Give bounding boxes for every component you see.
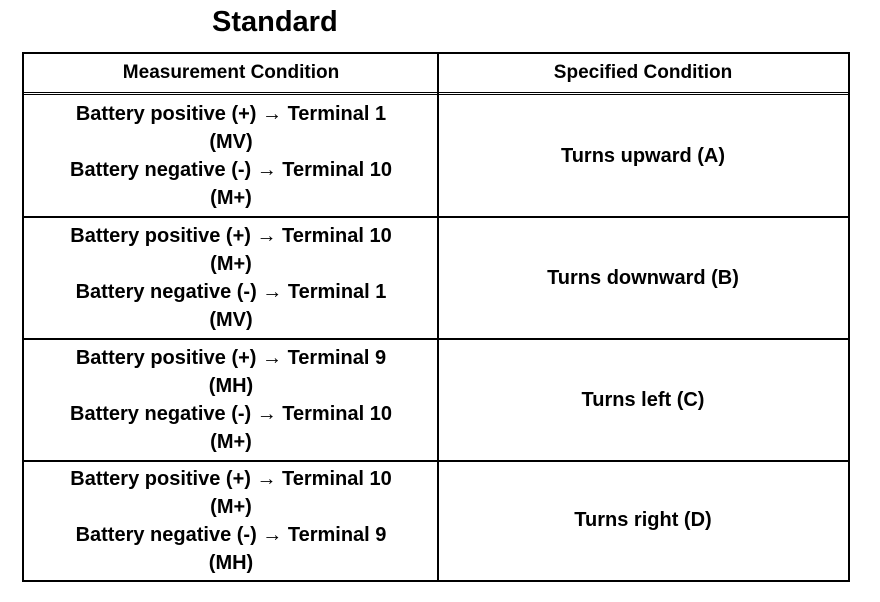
header-measurement-condition: Measurement Condition [122, 62, 340, 83]
specified-condition-cell: Turns downward (B) [547, 266, 739, 289]
page-title: Standard [212, 6, 338, 38]
condition-line: (M+) [210, 431, 252, 453]
table-row [24, 339, 848, 461]
table-row [24, 217, 848, 339]
specified-condition-cell: Turns right (D) [574, 509, 712, 531]
condition-line: (M+) [210, 187, 252, 209]
condition-line: (M+) [210, 253, 252, 275]
condition-line: (MV) [209, 309, 253, 331]
condition-line: Battery positive (+) → Terminal 1 [75, 103, 387, 125]
header-specified-condition: Specified Condition [553, 62, 733, 83]
condition-line: Battery positive (+) → Terminal 10 [70, 225, 392, 247]
condition-line: (MH) [208, 551, 254, 574]
condition-line: Battery negative (-) → Terminal 1 [75, 281, 387, 303]
measurement-condition-cell [24, 461, 438, 580]
table-row [24, 95, 848, 217]
measurement-condition-cell [24, 95, 438, 217]
condition-line: Battery negative (-) → Terminal 10 [70, 159, 392, 181]
measurement-condition-cell [24, 217, 438, 339]
condition-line: (M+) [210, 495, 252, 518]
specified-condition-cell: Turns upward (A) [560, 144, 726, 167]
specified-condition-cell: Turns left (C) [581, 388, 705, 411]
condition-line: (MV) [209, 131, 253, 153]
table-row [24, 461, 848, 583]
condition-line: (MH) [208, 375, 254, 397]
condition-line: Battery positive (+) → Terminal 9 [75, 347, 387, 369]
table-header-row [24, 54, 848, 95]
condition-line: Battery negative (-) → Terminal 9 [75, 523, 387, 546]
condition-line: Battery positive (+) → Terminal 10 [70, 467, 392, 490]
specification-table [22, 52, 850, 582]
condition-line: Battery negative (-) → Terminal 10 [70, 403, 392, 425]
measurement-condition-cell [24, 339, 438, 461]
